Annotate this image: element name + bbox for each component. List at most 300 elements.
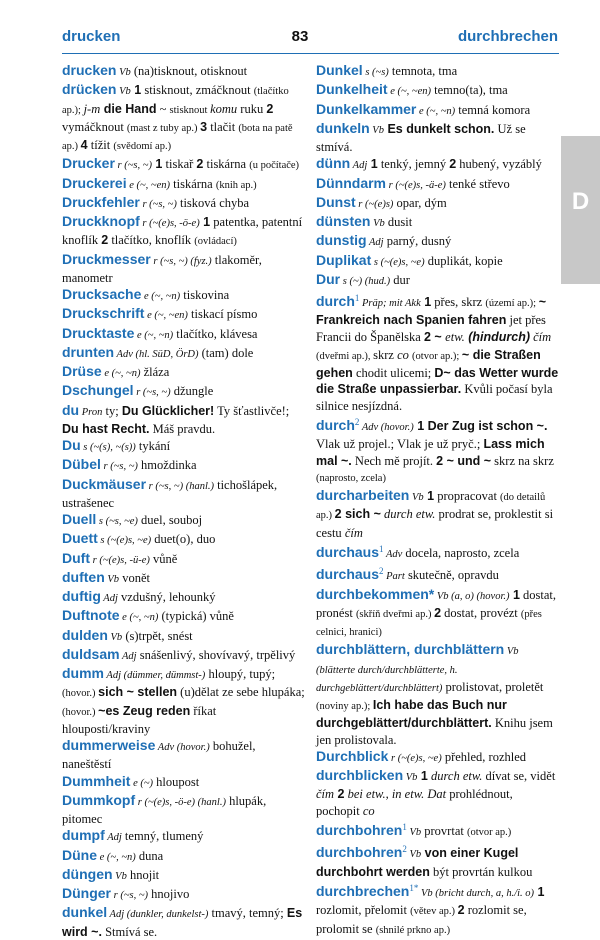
- page-number: 83: [291, 28, 309, 45]
- translation-text: hnojit: [126, 867, 160, 882]
- dictionary-entry: [62, 213, 306, 251]
- bold-phrase: 1 Der Zug ist schon ~.: [413, 419, 548, 434]
- translation-text: chodit ulicemi;: [352, 366, 435, 381]
- grammar-note: Adj: [100, 593, 118, 604]
- dictionary-entry: [62, 588, 306, 607]
- translation-text: tiskací písmo: [187, 307, 258, 322]
- grammar-note: Vb (a, o) (hovor.): [434, 590, 510, 602]
- dictionary-entry: [62, 155, 306, 174]
- grammar-note: Vb: [107, 631, 123, 643]
- grammar-note: Vb (bricht durch, a, h./i. o): [418, 888, 535, 900]
- dictionary-entry: [62, 325, 306, 344]
- usage-note: (otvor ap.);: [412, 350, 462, 362]
- translation-text: tlačítko, klávesa: [173, 326, 258, 341]
- translation-text: Stmívá se.: [101, 924, 158, 939]
- translation-text: říkat hlouposti/kraviny: [62, 703, 217, 736]
- translation-text: tiskovina: [180, 288, 230, 302]
- bold-phrase: 1: [367, 157, 378, 172]
- translation-text: vzdušný, lehounký: [117, 590, 216, 604]
- translation-text: skutečně, opravdu: [404, 568, 499, 583]
- bold-italic-phrase: (hindurch): [464, 329, 530, 344]
- translation-text: hloupý, tupý;: [205, 667, 276, 681]
- grammar-note: Adj: [350, 160, 368, 172]
- translation-text: (s)trpět, snést: [122, 628, 193, 643]
- translation-text: docela, naprosto, zcela: [402, 545, 520, 560]
- grammar-note: e (~, ~n): [101, 368, 141, 379]
- italic-note: durch etw.: [380, 507, 436, 522]
- bold-phrase: 1: [199, 215, 211, 229]
- grammar-note: Vb: [403, 772, 418, 784]
- bold-phrase: ~ Frankreich nach Spanien fahren: [316, 295, 546, 328]
- homonym-index: 2: [402, 844, 407, 855]
- headword: Druckschrift: [62, 305, 145, 322]
- translation-text: dostat, pronést: [316, 587, 557, 620]
- translation-text: (na)tisknout, otisknout: [130, 64, 248, 78]
- headword: Druckerei: [62, 174, 127, 191]
- dictionary-entry: [62, 847, 306, 866]
- bold-phrase: 2: [196, 157, 204, 172]
- usage-note: (dveřmi ap.),: [316, 350, 374, 362]
- headword: duften: [62, 568, 105, 585]
- grammar-note: e (~, ~n): [141, 291, 181, 302]
- bold-phrase: 2: [449, 157, 457, 172]
- left-column: [62, 62, 306, 940]
- headword: drücken: [62, 81, 117, 98]
- headword: dünn: [316, 155, 351, 172]
- headword: durchaus: [316, 543, 380, 560]
- translation-text: skrz: [373, 347, 398, 362]
- translation-text: tichošlápek, ustrašenec: [62, 477, 278, 510]
- usage-note: (otvor ap.): [466, 827, 512, 839]
- translation-text: prodrat se, proklestit si cestu: [316, 507, 554, 540]
- translation-text: žláza: [140, 365, 170, 379]
- translation-text: džungle: [170, 384, 214, 399]
- dictionary-entry: [62, 81, 306, 155]
- italic-note: čím: [344, 525, 363, 540]
- homonym-index: 1*: [409, 882, 419, 893]
- italic-note: čím: [530, 329, 552, 344]
- dictionary-entry: [316, 748, 559, 767]
- dictionary-entry: [62, 607, 306, 626]
- dictionary-entry: [316, 487, 559, 541]
- headword: durchbohren: [316, 844, 403, 861]
- dictionary-entry: [316, 175, 559, 194]
- headword: Drüse: [62, 363, 102, 379]
- translation-text: tiskárna: [170, 176, 216, 191]
- translation-text: tiskárna: [203, 157, 250, 172]
- usage-note: (shnilé prkno ap.): [375, 924, 451, 936]
- grammar-note: e (~, ~en): [126, 179, 171, 191]
- grammar-note: Adj (dunkler, dunkelst-): [107, 909, 209, 921]
- bold-phrase: Es wird ~.: [62, 906, 303, 939]
- usage-note: (větev ap.): [410, 906, 458, 918]
- grammar-note: r (~s, ~): [100, 461, 138, 473]
- translation-text: Vlak už projel.; Vlak je už pryč.;: [316, 437, 484, 452]
- grammar-note: Vb: [370, 218, 385, 229]
- usage-note: (tlačítko ap.);: [62, 86, 289, 116]
- grammar-note: s (~) (hud.): [340, 275, 391, 287]
- italic-note: durch etw.: [427, 769, 483, 784]
- dictionary-entry: [62, 344, 306, 363]
- translation-text: temnota, tma: [388, 64, 458, 78]
- italic-note: komu: [210, 101, 238, 116]
- translation-text: ~: [156, 101, 170, 116]
- bold-phrase: 2 ~ und ~: [436, 453, 492, 468]
- translation-text: rozlomit se, prolomit se: [316, 903, 527, 936]
- translation-text: temný, tlumený: [121, 829, 204, 844]
- headword: Drucker: [62, 155, 115, 172]
- headword: dumpf: [62, 827, 105, 844]
- grammar-note: Vb: [409, 492, 424, 504]
- homonym-index: 1: [354, 293, 360, 303]
- usage-note: (ovládací): [194, 236, 237, 248]
- translation-text: (u)dělat ze sebe hlupáka;: [177, 685, 305, 700]
- headword: Dunst: [316, 193, 356, 210]
- dictionary-entry: [316, 586, 559, 642]
- bold-phrase: Du hast Recht.: [62, 421, 150, 436]
- grammar-note: Vb: [112, 870, 127, 882]
- translation-text: Nech mě projít.: [351, 453, 437, 468]
- header-last-entry: durchbrechen: [457, 28, 558, 45]
- grammar-note: s (~s): [362, 67, 389, 78]
- translation-text: Knihu jsem jen prolistovala.: [316, 716, 553, 747]
- dictionary-entry: [62, 456, 306, 475]
- translation-text: skrz na skrz: [491, 453, 554, 468]
- bold-phrase: 1: [509, 587, 520, 602]
- usage-note: (noviny ap.);: [316, 701, 373, 713]
- homonym-index: 2: [354, 416, 360, 427]
- grammar-note: Vb: [369, 124, 384, 136]
- dictionary-entry: [62, 437, 306, 456]
- bold-phrase: ~ die Straßen gehen: [316, 347, 541, 381]
- translation-text: tlakoměr, manometr: [62, 252, 262, 285]
- translation-text: Máš pravdu.: [149, 421, 216, 436]
- dictionary-entry: [316, 120, 559, 156]
- grammar-note: Vb: [116, 86, 131, 98]
- thumb-letter: D: [571, 188, 590, 215]
- dictionary-entry: [316, 880, 559, 939]
- grammar-note: Vb: [104, 573, 120, 585]
- italic-note: co: [362, 803, 375, 818]
- headword: dunkeln: [316, 119, 370, 136]
- dictionary-entry: [316, 563, 559, 585]
- grammar-note: Adj: [119, 650, 137, 662]
- headword: Duett: [62, 530, 98, 547]
- translation-text: prolistovat, proletět: [442, 679, 544, 694]
- translation-text: patentka, patentní knoflík: [62, 215, 303, 248]
- bold-phrase: 1: [423, 489, 435, 504]
- dictionary-entry: [62, 792, 306, 828]
- translation-text: propracovat: [434, 489, 501, 504]
- bold-phrase: Lass mich mal ~.: [316, 437, 545, 468]
- bold-phrase: 2: [457, 903, 465, 918]
- dictionary-entry: [316, 62, 559, 81]
- headword: duldsam: [62, 645, 120, 662]
- grammar-note: Adv (hovor.): [155, 742, 210, 753]
- grammar-note: s (~(e)s, ~e): [97, 535, 152, 547]
- grammar-note: s (~(e)s, ~e): [371, 256, 425, 268]
- bold-phrase: 1: [420, 295, 432, 310]
- translation-text: tiskař: [162, 157, 197, 172]
- headword: dummerweise: [62, 737, 156, 753]
- translation-text: tenký, jemný: [377, 157, 450, 172]
- translation-text: hmoždinka: [137, 458, 197, 473]
- translation-text: Už se stmívá.: [316, 121, 526, 154]
- dictionary-entry: [62, 627, 306, 646]
- dictionary-entry: [316, 252, 559, 271]
- grammar-note: Vb: [406, 849, 422, 861]
- headword: Druckknopf: [62, 213, 140, 229]
- dictionary-entry: [316, 641, 559, 748]
- bold-phrase: von einer Kugel durchbohrt werden: [316, 846, 519, 879]
- headword: Duplikat: [316, 251, 372, 268]
- dictionary-entry: [316, 841, 559, 880]
- grammar-note: r (~(e)s, -ä-e): [386, 179, 446, 191]
- homonym-index: 2: [379, 566, 384, 577]
- translation-text: hlupák, pitomec: [62, 793, 267, 826]
- bold-phrase: Es dunkelt schon.: [383, 121, 495, 136]
- dictionary-entry: [316, 232, 559, 251]
- grammar-note: s (~(s), ~(s)): [80, 442, 136, 453]
- bold-phrase: 2: [266, 101, 274, 116]
- translation-text: stisknout, zmáčknout: [141, 83, 254, 98]
- dictionary-entry: [62, 476, 306, 512]
- usage-note: (svědomí ap.): [113, 141, 172, 152]
- headword: durchblicken: [316, 767, 404, 784]
- header-first-entry: drucken: [62, 28, 121, 45]
- bold-phrase: 2 sich ~: [334, 507, 381, 522]
- translation-text: rozlomit, přelomit: [316, 903, 411, 918]
- translation-text: tížit: [87, 138, 114, 152]
- grammar-note: e (~, ~n): [416, 105, 456, 117]
- italic-note: co: [397, 347, 413, 362]
- dictionary-entry: [62, 665, 306, 737]
- headword: dumm: [62, 665, 104, 681]
- grammar-note: Vb: [116, 67, 131, 78]
- headword: durchaus: [316, 566, 380, 583]
- translation-text: hnojivo: [148, 887, 190, 901]
- translation-text: přes, skrz: [431, 295, 486, 310]
- bold-phrase: 4: [80, 138, 88, 152]
- grammar-note: Adj (dümmer, dümmst-): [104, 670, 206, 681]
- translation-text: být provrtán kulkou: [429, 864, 533, 879]
- dictionary-entry: [62, 62, 306, 81]
- translation-text: duna: [135, 848, 164, 863]
- usage-note: (mast z tuby ap.): [126, 122, 201, 134]
- translation-text: Kvůli počasí byla silnice nesjízdná.: [316, 382, 553, 413]
- grammar-note: Pron: [79, 406, 103, 418]
- translation-text: bohužel, naneštěstí: [62, 739, 256, 772]
- grammar-note: Adv (hl. SüD, ÖrD): [114, 348, 199, 360]
- dictionary-entry: [62, 402, 306, 438]
- translation-text: dívat se, vidět: [482, 769, 556, 784]
- dictionary-entry: [316, 541, 559, 563]
- headword: Dunkel: [316, 62, 363, 78]
- usage-note: (naprosto, zcela): [316, 472, 386, 484]
- headword: Duft: [62, 549, 90, 566]
- dictionary-entry: [62, 773, 306, 792]
- grammar-note: r (~s, ~) (fyz.): [150, 255, 212, 267]
- translation-text: dostat, provézt: [441, 605, 521, 620]
- bold-phrase: 1: [534, 885, 545, 900]
- grammar-note: s (~s, ~e): [96, 516, 138, 527]
- headword: du: [62, 401, 80, 418]
- usage-note: (přes celnici, hranici): [316, 608, 542, 639]
- dictionary-entry: [62, 286, 306, 305]
- bold-phrase: 1: [151, 157, 163, 172]
- translation-text: prohlédnout, pochopit: [316, 787, 513, 818]
- usage-note: (knih ap.): [215, 179, 257, 191]
- translation-text: tlačit: [207, 119, 239, 134]
- dictionary-entry: [62, 194, 306, 213]
- grammar-note: e (~, ~n): [119, 612, 159, 624]
- translation-text: tlačítko, knoflík: [108, 233, 195, 248]
- headword: durcharbeiten: [316, 487, 410, 504]
- headword: Dummkopf: [62, 791, 136, 808]
- translation-text: hubený, vyzáblý: [456, 157, 542, 172]
- grammar-note: r (~s, ~): [114, 160, 152, 172]
- homonym-index: 1: [379, 543, 384, 554]
- grammar-note: Vb (blätterte durch/durchblätterte, h. durchgeblättert/durchblättert): [316, 646, 519, 694]
- bold-phrase: 3: [200, 119, 208, 134]
- bold-phrase: 1: [130, 83, 142, 98]
- bold-phrase: die Hand: [100, 101, 157, 116]
- bold-phrase: 2 ~: [423, 329, 446, 344]
- translation-text: temná komora: [455, 102, 531, 117]
- headword: durch: [316, 293, 355, 310]
- headword: Du: [62, 437, 81, 453]
- headword: Dünger: [62, 885, 111, 901]
- headword: drucken: [62, 62, 117, 78]
- translation-text: jet přes Francii do Španělska: [316, 313, 546, 344]
- dictionary-entry: [62, 511, 306, 530]
- usage-note: (u počítače): [249, 160, 300, 172]
- headword: Druckfehler: [62, 193, 140, 210]
- dictionary-entry: [62, 737, 306, 773]
- translation-text: duplikát, kopie: [424, 253, 503, 268]
- grammar-note: r (~(e)s): [355, 198, 394, 210]
- translation-text: opar, dým: [393, 195, 447, 210]
- headword: durchblättern, durchblättern: [316, 641, 505, 658]
- grammar-note: e (~, ~n): [97, 851, 136, 863]
- grammar-note: r (~(e)s, ~e): [388, 752, 442, 764]
- translation-text: dusit: [384, 215, 413, 229]
- grammar-note: Part: [383, 571, 405, 583]
- grammar-note: Vb: [406, 827, 422, 839]
- grammar-note: e (~, ~en): [387, 86, 432, 98]
- translation-text: přehled, rozhled: [441, 749, 527, 764]
- translation-text: dur: [390, 272, 410, 287]
- dictionary-entry: [62, 530, 306, 549]
- dictionary-entry: [316, 101, 559, 120]
- headword: dunkel: [62, 904, 108, 921]
- dictionary-entry: [62, 827, 306, 846]
- letter-thumb-tab: [561, 136, 600, 284]
- dictionary-entry: [62, 646, 306, 665]
- usage-note: (bota na patě ap.): [62, 122, 293, 152]
- italic-note: bei etw., in etw. Dat: [344, 787, 447, 802]
- headword: Druckmesser: [62, 250, 151, 267]
- bold-phrase: 2: [434, 605, 442, 620]
- grammar-note: Adv: [383, 548, 403, 560]
- grammar-note: e (~, ~n): [134, 329, 174, 341]
- translation-text: temno(ta), tma: [431, 83, 508, 98]
- homonym-index: 1: [402, 821, 407, 832]
- translation-text: duet(o), duo: [151, 532, 216, 547]
- grammar-note: r (~(e)s, -ö-e): [139, 218, 200, 229]
- italic-note: etw.: [445, 329, 465, 344]
- dictionary-entry: [316, 194, 559, 213]
- headword: Dünndarm: [316, 174, 386, 191]
- grammar-note: r (~(e)s, -ü-e): [90, 554, 150, 566]
- translation-text: vymáčknout: [62, 119, 127, 134]
- headword: Drucktaste: [62, 324, 135, 341]
- headword: durchbekommen*: [316, 585, 435, 602]
- headword: Drucksache: [62, 286, 142, 302]
- translation-text: ty;: [102, 403, 122, 418]
- dictionary-entry: [62, 550, 306, 569]
- translation-text: tmavý, temný;: [208, 906, 287, 921]
- dictionary-entry: [316, 213, 559, 232]
- headword: Dschungel: [62, 382, 134, 399]
- translation-text: duel, souboj: [137, 513, 203, 527]
- headword: drunten: [62, 343, 115, 360]
- translation-text: hloupost: [153, 774, 200, 789]
- bold-phrase: 1: [417, 769, 428, 784]
- headword: Duftnote: [62, 607, 120, 624]
- headword: Düne: [62, 846, 97, 863]
- italic-note: čím: [316, 787, 335, 802]
- headword: dulden: [62, 626, 108, 643]
- headword: duftig: [62, 588, 101, 604]
- dictionary-entry: [62, 175, 306, 194]
- italic-note: j-m: [83, 101, 101, 116]
- usage-note: (hovor.): [62, 706, 99, 718]
- bold-phrase: Ich habe das Buch nur durchgeblättert/durchblättert.: [316, 698, 507, 731]
- headword: Dummheit: [62, 772, 131, 789]
- grammar-note: r (~s, ~): [111, 890, 149, 901]
- grammar-note: Adj: [104, 832, 122, 844]
- headword: düngen: [62, 865, 113, 882]
- translation-text: vonět: [119, 570, 150, 585]
- headword: durchbrechen: [316, 883, 410, 900]
- dictionary-entry: [62, 569, 306, 588]
- grammar-note: r (~(e)s, -ö-e) (hanl.): [135, 796, 226, 808]
- grammar-note: r (~s, ~): [133, 387, 171, 399]
- bold-phrase: sich ~ stellen: [98, 685, 178, 700]
- dictionary-entry: [316, 81, 559, 100]
- headword: Duell: [62, 511, 97, 527]
- grammar-note: r (~s, ~): [139, 198, 177, 210]
- bold-phrase: ~es Zeug reden: [98, 703, 191, 718]
- dictionary-entry: [316, 290, 559, 414]
- headword: Dübel: [62, 456, 101, 473]
- dictionary-entry: [62, 866, 306, 885]
- translation-text: snášenlivý, shovívavý, trpělivý: [136, 647, 296, 662]
- dictionary-entry: [62, 251, 306, 287]
- usage-note: stisknout: [169, 104, 211, 116]
- translation-text: ruku: [237, 101, 267, 116]
- translation-text: provrtat: [421, 824, 467, 839]
- grammar-note: Präp; mit Akk: [359, 298, 421, 310]
- headword: durchbohren: [316, 822, 403, 839]
- translation-text: tisková chyba: [176, 195, 250, 210]
- grammar-note: r (~s, ~) (hanl.): [146, 480, 214, 492]
- dictionary-entry: [62, 885, 306, 904]
- running-header: [0, 28, 600, 50]
- headword: Dunkelheit: [316, 81, 388, 98]
- grammar-note: Adj: [366, 237, 384, 249]
